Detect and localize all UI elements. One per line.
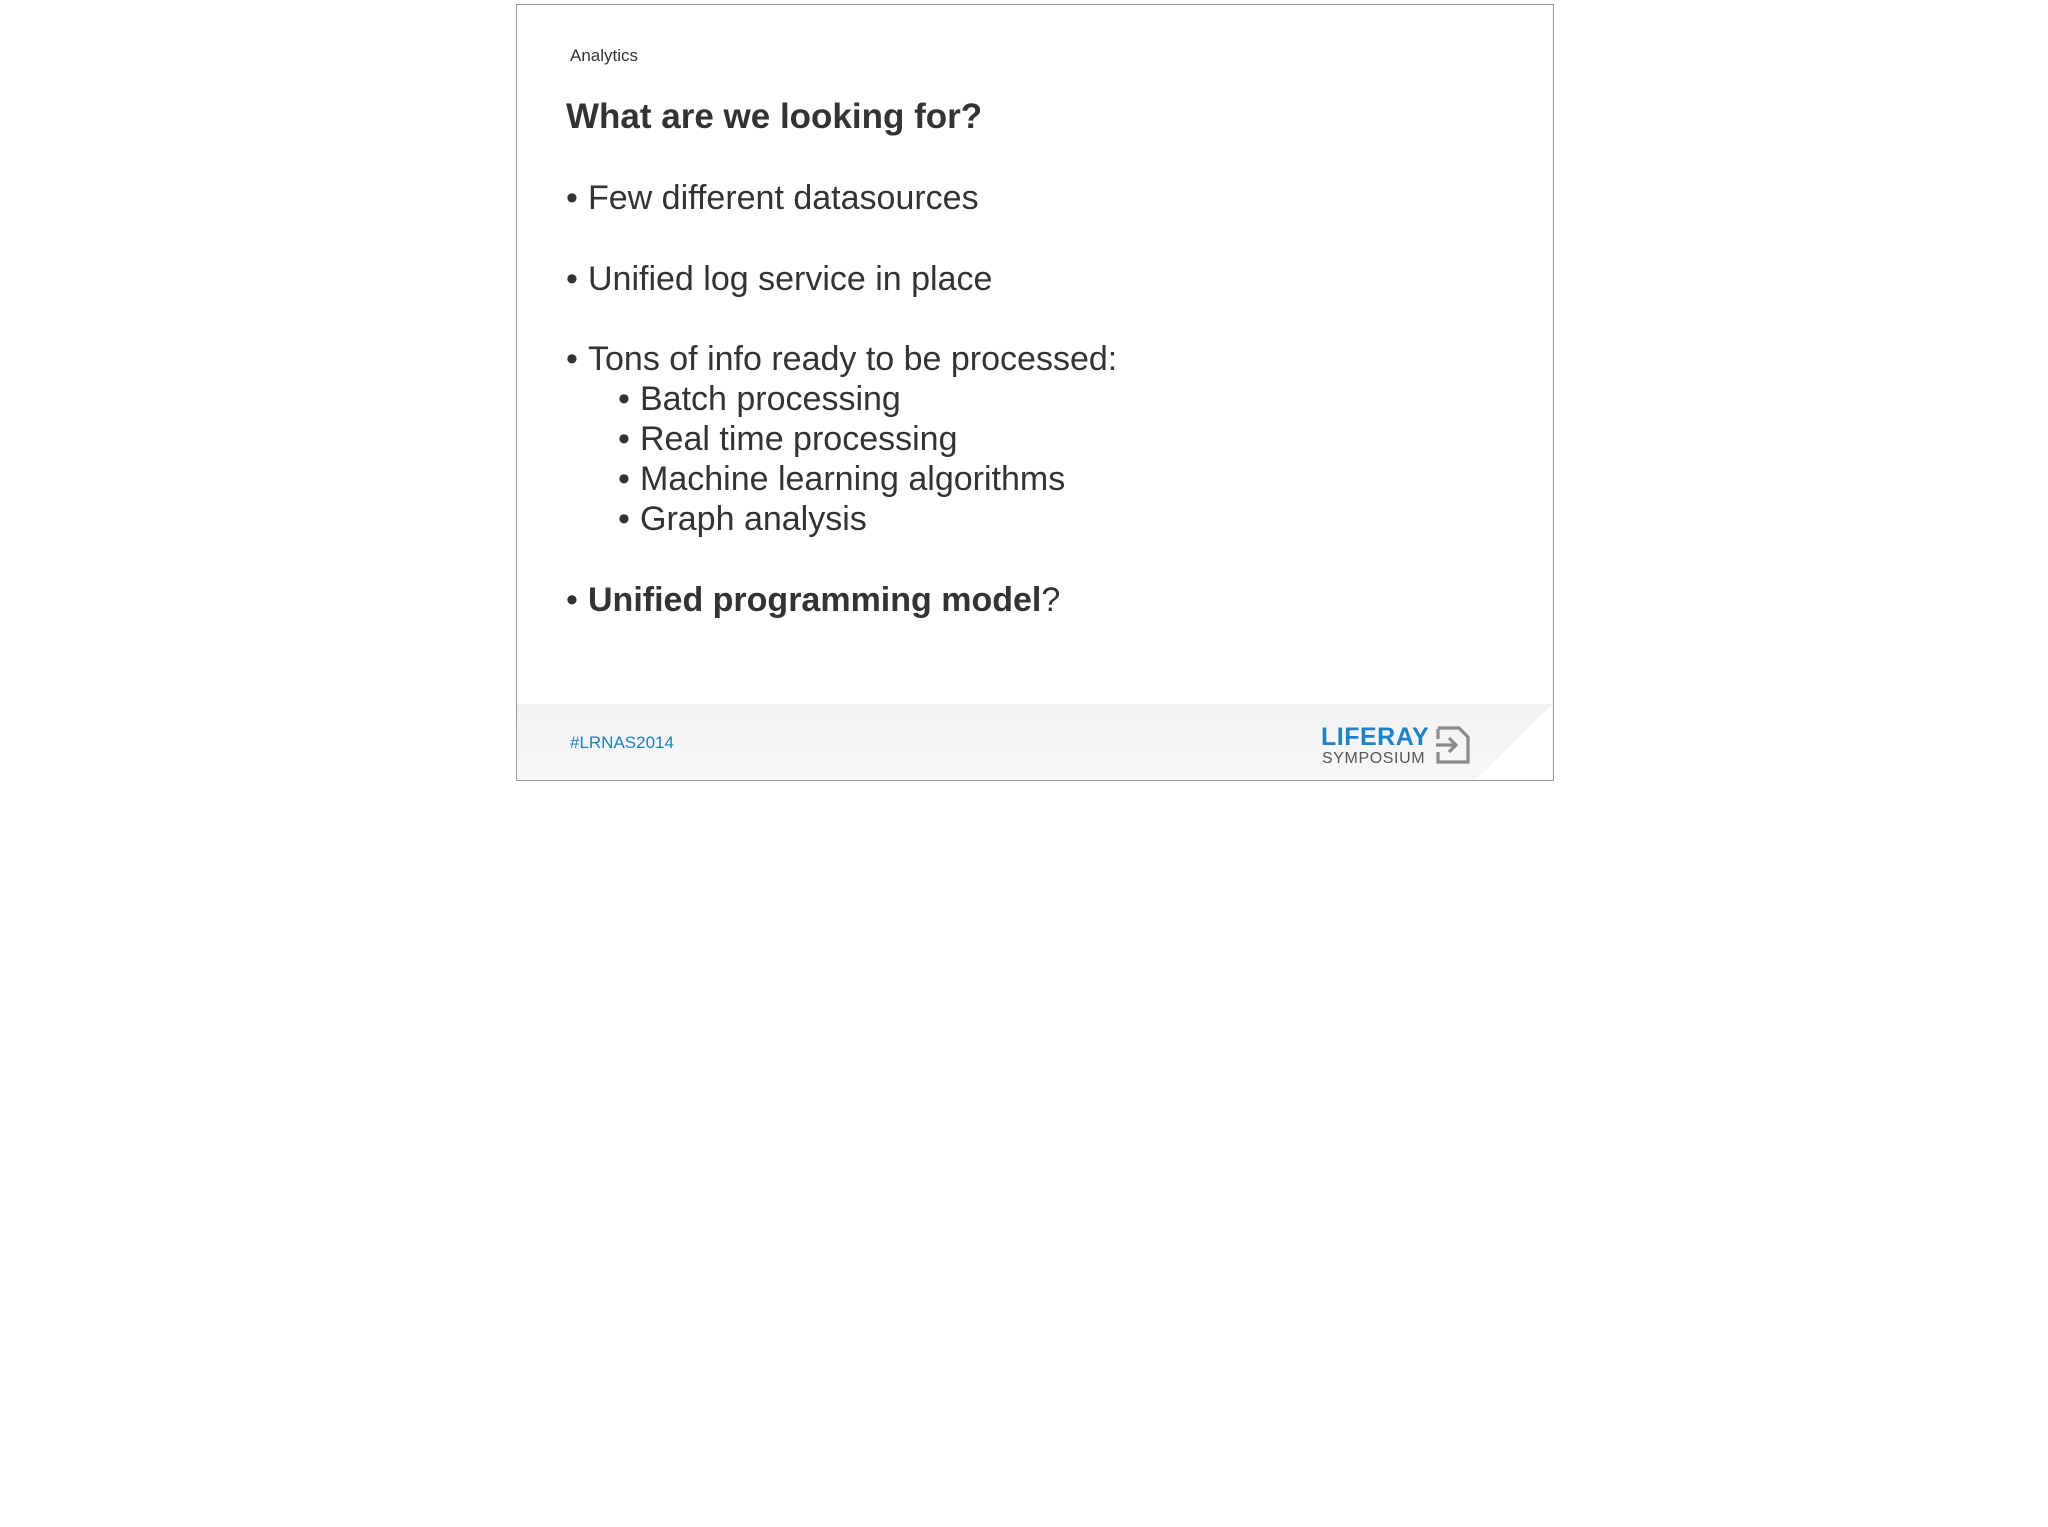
bullet-dot: • <box>618 500 630 538</box>
slide <box>516 4 1554 781</box>
logo-sub-text: SYMPOSIUM <box>1322 750 1426 767</box>
sub-bullet-item <box>618 419 957 459</box>
sub-bullet-text: Machine learning algorithms <box>640 460 1066 498</box>
bullet-dot: • <box>618 460 630 498</box>
slide-title: What are we looking for? <box>566 97 983 136</box>
logo-main-text: LIFERAY <box>1321 723 1430 751</box>
bullet-dot: • <box>566 340 578 378</box>
bullet-item <box>566 259 992 299</box>
sub-bullet-item <box>618 459 1065 499</box>
sub-bullet-text: Batch processing <box>640 380 901 418</box>
bullet-dot: • <box>618 380 630 418</box>
bullet-dot: • <box>566 581 578 619</box>
liferay-arrow-icon <box>1435 725 1471 765</box>
bullet-item <box>566 178 979 218</box>
sub-bullet-text: Real time processing <box>640 420 958 458</box>
bullet-bold-text: Unified programming model <box>588 581 1042 619</box>
sub-bullet-item <box>618 379 901 419</box>
bullet-item <box>566 580 1060 620</box>
footer-diagonal <box>1473 704 1553 781</box>
sub-bullet-text: Graph analysis <box>640 500 867 538</box>
bullet-text: Few different datasources <box>588 179 979 217</box>
bullet-item <box>566 339 1117 379</box>
bullet-dot: • <box>618 420 630 458</box>
bullet-text: Unified log service in place <box>588 260 993 298</box>
bullet-text: Tons of info ready to be processed: <box>588 340 1118 378</box>
liferay-symposium-logo <box>1321 724 1471 770</box>
hashtag: #LRNAS2014 <box>570 733 674 752</box>
sub-bullet-item <box>618 499 867 539</box>
slide-footer <box>517 704 1553 781</box>
bullet-dot: • <box>566 179 578 217</box>
bullet-suffix: ? <box>1041 581 1061 619</box>
section-label: Analytics <box>570 46 639 65</box>
bullet-dot: • <box>566 260 578 298</box>
